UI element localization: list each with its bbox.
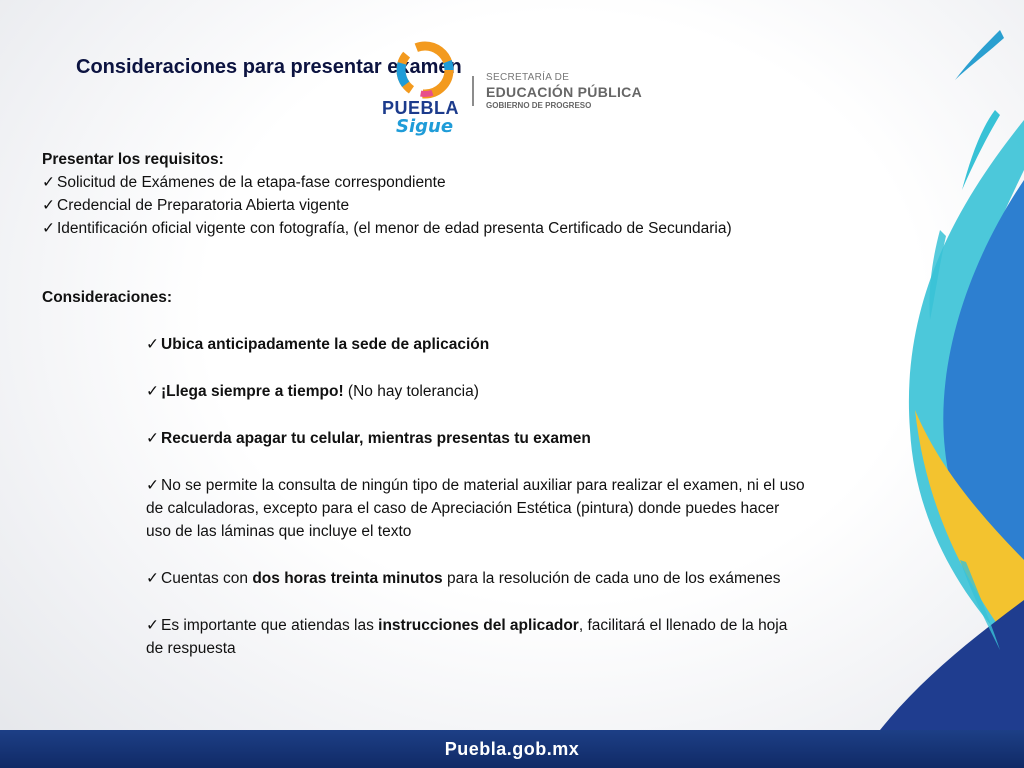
puebla-ring-icon [380, 36, 470, 106]
logo-puebla-text: PUEBLA [382, 98, 460, 118]
logo-sigue-text: Sigue [396, 116, 454, 137]
consideration-text: No se permite la consulta de ningún tipo de material auxiliar para realizar el examen, ni el uso de calculadoras, excepto para el caso de Apreciación Estética (pintura) donde puedes hacer uso de las láminas que incluye el texto [146, 477, 805, 540]
consideration-bold: Ubica anticipadamente la sede de aplicación [161, 336, 490, 353]
slide-title: Consideraciones para presentar examen [76, 56, 462, 78]
requirement-item [42, 217, 822, 240]
sep-line-educacion: EDUCACIÓN PÚBLICA [486, 84, 642, 100]
consideration-item [146, 567, 806, 590]
requirement-text: Identificación oficial vigente con fotografía, (el menor de edad presenta Certificado de Secundaria) [57, 220, 732, 237]
consideration-item [146, 614, 806, 660]
requirement-item [42, 194, 822, 217]
consideration-bold: Recuerda apagar tu celular, mientras presentas tu examen [161, 430, 591, 447]
consideration-bold: ¡Llega siempre a tiempo! [161, 383, 344, 400]
consideration-text: para la resolución de cada uno de los exámenes [442, 570, 781, 587]
consideration-text: , facilitará el llenado de la hoja de respuesta [146, 617, 788, 657]
logo-divider [472, 76, 474, 106]
considerations-heading: Consideraciones: [42, 289, 173, 306]
requirement-item [42, 171, 822, 194]
requirement-text: Credencial de Preparatoria Abierta vigente [57, 197, 350, 214]
considerations-list [146, 333, 806, 660]
consideration-bold: dos horas treinta minutos [252, 570, 443, 587]
footer-bar [0, 730, 1024, 768]
consideration-item [146, 333, 806, 356]
requirement-text: Solicitud de Exámenes de la etapa-fase correspondiente [57, 174, 446, 191]
puebla-sep-logo [378, 36, 648, 148]
requirements-heading: Presentar los requisitos: [42, 151, 224, 168]
footer-url[interactable]: Puebla.gob.mx [444, 739, 580, 759]
slide-content [42, 148, 822, 684]
consideration-text: Es importante que atiendas las [161, 617, 379, 634]
consideration-bold: instrucciones del aplicador [378, 617, 579, 634]
consideration-item [146, 474, 806, 543]
consideration-item [146, 427, 806, 450]
consideration-text: Cuentas con [161, 570, 253, 587]
sep-line-secretaria: SECRETARÍA DE [486, 72, 570, 83]
deco-cyan-streak-top [955, 30, 1004, 80]
sep-line-gobierno: GOBIERNO DE PROGRESO [486, 101, 592, 110]
consideration-item [146, 380, 806, 403]
consideration-text: (No hay tolerancia) [343, 383, 479, 400]
deco-dark-blue-stroke [880, 600, 1024, 730]
